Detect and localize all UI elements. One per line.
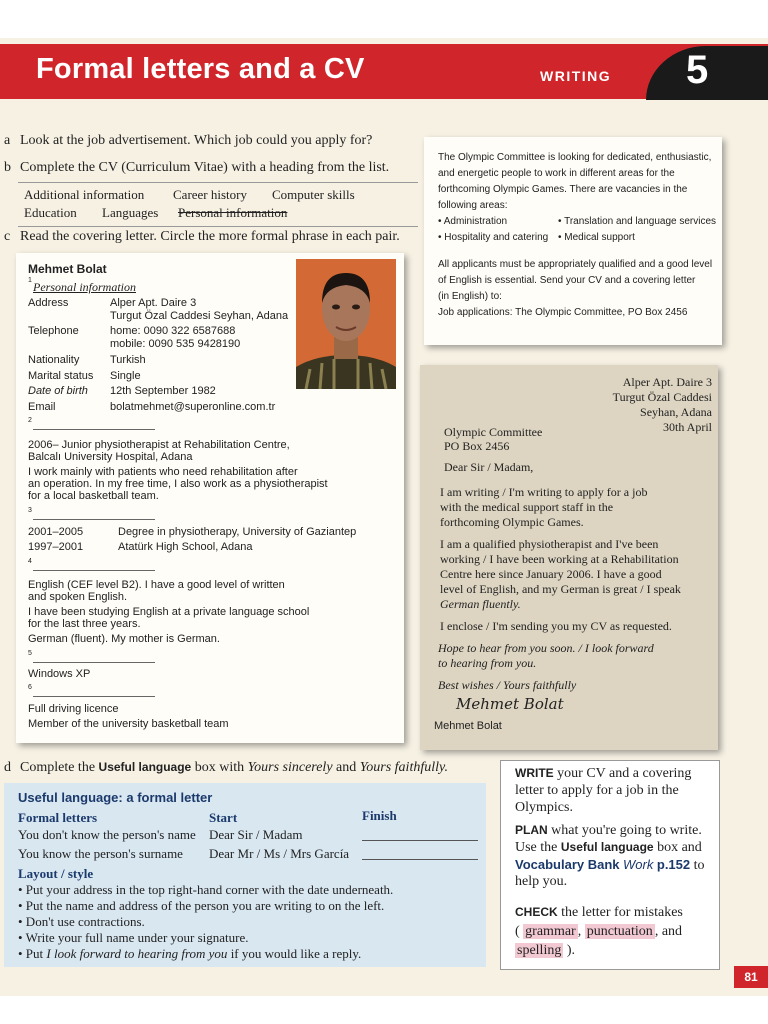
cv-text: I have been studying English at a private language school — [28, 606, 310, 618]
letter-line: Centre here since January 2006. I have a good — [440, 567, 662, 581]
task-keyword: Useful language — [560, 840, 654, 854]
cv-text: English (CEF level B2). I have a good level of written — [28, 579, 285, 591]
useful-language-box — [4, 783, 486, 967]
task-line[interactable] — [515, 857, 705, 874]
cv-text: 2006– Junior physiotherapist at Rehabilitation Centre, — [28, 439, 290, 451]
task-line — [515, 766, 691, 782]
table-header: Start — [209, 810, 238, 825]
section-label: WRITING — [540, 68, 612, 84]
vocabulary-bank-page: p.152 — [656, 857, 691, 872]
cv-label: Nationality — [28, 354, 80, 366]
cv-label: Address — [28, 297, 69, 309]
cv-section-number: 1 — [28, 277, 32, 284]
write-task-box — [500, 760, 720, 970]
top-margin — [0, 0, 768, 38]
finish-blank — [362, 859, 478, 860]
cv-heading-blank — [33, 429, 155, 430]
task-text: , — [577, 924, 582, 939]
instruction-letter: d — [4, 760, 11, 775]
ad-text: and energetic people to work in different areas for the — [438, 168, 675, 179]
cv-section-number: 6 — [28, 684, 32, 691]
recipient-address: Olympic Committee — [444, 425, 543, 439]
ad-text: of English is essential. Send your CV and a covering letter — [438, 275, 696, 286]
task-line — [515, 924, 682, 940]
cv-text: Balcalı University Hospital, Adana — [28, 451, 193, 463]
letter-line: I enclose / I'm sending you my CV as requested. — [440, 619, 672, 633]
cv-section-heading: Personal information — [33, 280, 137, 294]
heading-option: Languages — [102, 205, 159, 220]
layout-bullet: • Put the name and address of the person you are writing to on the left. — [18, 898, 385, 913]
cv-text: for the last three years. — [28, 618, 141, 630]
instruction-a — [4, 133, 373, 149]
bullet-text: • Put — [18, 946, 44, 961]
cv-document — [16, 253, 404, 743]
ad-text: forthcoming Olympic Games. There are vacancies in the — [438, 184, 688, 195]
signature: Mehmet Bolat — [456, 695, 564, 713]
heading-word-list — [18, 182, 418, 227]
table-cell: You know the person's surname — [18, 846, 183, 861]
check-item-punctuation: punctuation — [586, 924, 653, 939]
instruction-text: Yours sincerely — [247, 760, 333, 775]
cv-value: Turgut Özal Caddesi Seyhan, Adana — [110, 310, 289, 322]
cv-text: Full driving licence — [28, 703, 119, 715]
task-text: , and — [654, 924, 683, 939]
instruction-text: Look at the job advertisement. Which job could you apply for? — [20, 133, 373, 148]
ad-area: • Administration — [438, 216, 508, 227]
cv-text: and spoken English. — [28, 591, 128, 603]
letter-date: 30th April — [662, 420, 712, 434]
ad-area: • Medical support — [558, 232, 635, 243]
task-text: Olympics. — [515, 800, 573, 815]
table-header: Finish — [362, 808, 397, 823]
cv-section-number: 4 — [28, 558, 32, 565]
letter-line: with the medical support staff in the — [440, 500, 614, 514]
cv-text: Member of the university basketball team — [28, 718, 229, 730]
page-title: Formal letters and a CV — [36, 53, 365, 85]
cv-value: mobile: 0090 535 9428190 — [110, 338, 241, 350]
cv-value: Turkish — [110, 354, 146, 366]
task-text: the letter for mistakes — [561, 905, 683, 920]
instruction-text: and — [336, 760, 357, 775]
task-text: what you're going to write. — [551, 823, 702, 838]
sender-address: Alper Apt. Daire 3 — [622, 375, 712, 389]
letter-line: I am writing / I'm writing to apply for a job — [440, 485, 648, 499]
task-keyword: PLAN — [515, 823, 548, 837]
task-text: box and — [657, 840, 702, 855]
table-cell: Dear Sir / Madam — [209, 827, 303, 842]
cv-text: German (fluent). My mother is German. — [28, 633, 220, 645]
task-line — [515, 823, 702, 839]
instruction-letter: c — [4, 229, 11, 244]
letter-greeting: Dear Sir / Madam, — [444, 460, 534, 474]
ad-text: All applicants must be appropriately qualified and a good level — [438, 259, 713, 270]
cv-text: for a local basketball team. — [28, 490, 159, 502]
vocabulary-bank-link[interactable]: Vocabulary Bank — [515, 857, 620, 872]
bullet-text: I look forward to hearing from you — [46, 946, 228, 961]
instruction-text: Read the covering letter. Circle the more formal phrase in each pair. — [20, 229, 400, 244]
letter-line: forthcoming Olympic Games. — [440, 515, 584, 529]
table-cell: You don't know the person's name — [18, 827, 196, 842]
layout-bullet: • Put your address in the top right-hand corner with the date underneath. — [18, 882, 394, 897]
bullet-text: if you would like a reply. — [230, 946, 362, 961]
letter-closing: Best wishes / Yours faithfully — [438, 678, 577, 692]
layout-bullet: • Don't use contractions. — [18, 914, 145, 929]
letter-line: working / I have been working at a Rehabilitation — [440, 552, 679, 566]
instruction-letter: b — [4, 160, 11, 175]
cv-value: Alper Apt. Daire 3 — [110, 297, 197, 309]
recipient-address: PO Box 2456 — [444, 439, 510, 453]
check-item-spelling: spelling — [517, 943, 562, 958]
unit-number: 5 — [686, 48, 709, 92]
ad-text: following areas: — [438, 200, 508, 211]
task-line — [515, 840, 702, 856]
task-text: Use the — [515, 840, 558, 855]
cv-value: 12th September 1982 — [110, 385, 216, 397]
task-line — [515, 943, 575, 959]
letter-line: Hope to hear from you soon. / I look forward — [438, 641, 654, 655]
sender-address: Seyhan, Adana — [640, 405, 712, 419]
covering-letter — [420, 365, 718, 750]
cv-text: 1997–2001 — [28, 541, 84, 553]
cv-heading-blank — [33, 519, 155, 520]
cv-text: Degree in physiotherapy, University of Gaziantep — [118, 526, 357, 538]
cv-value: bolatmehmet@superonline.com.tr — [110, 401, 276, 413]
instruction-keyword: Useful language — [98, 760, 192, 774]
task-text: to — [693, 858, 705, 873]
cv-label: Marital status — [28, 370, 94, 382]
printed-name: Mehmet Bolat — [434, 720, 502, 732]
ad-area: • Translation and language services — [558, 216, 717, 227]
instruction-text: box with — [194, 760, 245, 775]
letter-line: I am a qualified physiotherapist and I've been — [440, 537, 659, 551]
vocabulary-bank-topic: Work — [623, 857, 654, 872]
heading-option: Education — [24, 205, 77, 220]
letter-line: level of English, and my German is great / I speak — [440, 582, 681, 596]
task-text: help you. — [515, 874, 568, 889]
task-line — [515, 905, 683, 921]
letter-line: to hearing from you. — [438, 656, 537, 670]
layout-bullet — [18, 946, 361, 962]
cv-text: Windows XP — [28, 668, 91, 680]
useful-language-title: Useful language: a formal letter — [18, 790, 213, 805]
table-header: Formal letters — [18, 810, 98, 825]
cv-heading-blank — [33, 662, 155, 663]
instruction-c — [4, 229, 400, 245]
ad-text: The Olympic Committee is looking for dedicated, enthusiastic, — [438, 152, 712, 163]
cv-section-number: 2 — [28, 417, 32, 424]
instruction-text: Yours faithfully. — [359, 760, 448, 775]
instruction-d — [4, 760, 448, 776]
table-cell: Dear Mr / Ms / Mrs García — [209, 846, 350, 861]
letter-line: German fluently. — [440, 597, 521, 611]
ad-text: (in English) to: — [438, 291, 502, 302]
task-keyword: WRITE — [515, 766, 554, 780]
cv-text: 2001–2005 — [28, 526, 84, 538]
heading-option-used: Personal information — [178, 205, 288, 220]
instruction-text: Complete the CV (Curriculum Vitae) with a heading from the list. — [20, 160, 390, 175]
cv-text: I work mainly with patients who need rehabilitation after — [28, 466, 298, 478]
cv-label: Telephone — [28, 325, 79, 337]
instruction-text: Complete the — [20, 760, 96, 775]
task-text: ( — [515, 924, 520, 939]
instruction-letter: a — [4, 133, 11, 148]
job-advertisement — [424, 137, 722, 345]
layout-bullet: • Write your full name under your signature. — [18, 930, 249, 945]
task-keyword: CHECK — [515, 905, 558, 919]
cv-label: Email — [28, 401, 56, 413]
cv-text: an operation. In my free time, I also work as a physiotherapist — [28, 478, 328, 490]
task-text: your CV and a covering — [557, 766, 692, 781]
task-text: letter to apply for a job in the — [515, 783, 679, 798]
cv-section-number: 5 — [28, 650, 32, 657]
heading-option: Career history — [173, 187, 248, 202]
check-item-grammar: grammar — [525, 924, 576, 939]
cv-name: Mehmet Bolat — [28, 262, 107, 276]
sender-address: Turgut Özal Caddesi — [612, 390, 712, 404]
cv-label: Date of birth — [28, 385, 88, 397]
finish-blank — [362, 840, 478, 841]
bottom-margin — [0, 996, 768, 1024]
cv-value: Single — [110, 370, 141, 382]
task-text: ). — [566, 943, 576, 958]
cv-value: home: 0090 322 6587688 — [110, 325, 236, 337]
heading-option: Computer skills — [272, 187, 355, 202]
ad-text: Job applications: The Olympic Committee, PO Box 2456 — [438, 307, 688, 318]
cv-heading-blank — [33, 696, 155, 697]
applicant-photo — [296, 259, 396, 389]
layout-title: Layout / style — [18, 866, 94, 881]
page-number: 81 — [734, 966, 768, 988]
cv-section-number: 3 — [28, 507, 32, 514]
heading-option: Additional information — [24, 187, 145, 202]
ad-area: • Hospitality and catering — [438, 232, 549, 243]
instruction-b — [4, 160, 390, 176]
cv-heading-blank — [33, 570, 155, 571]
cv-text: Atatürk High School, Adana — [118, 541, 253, 553]
